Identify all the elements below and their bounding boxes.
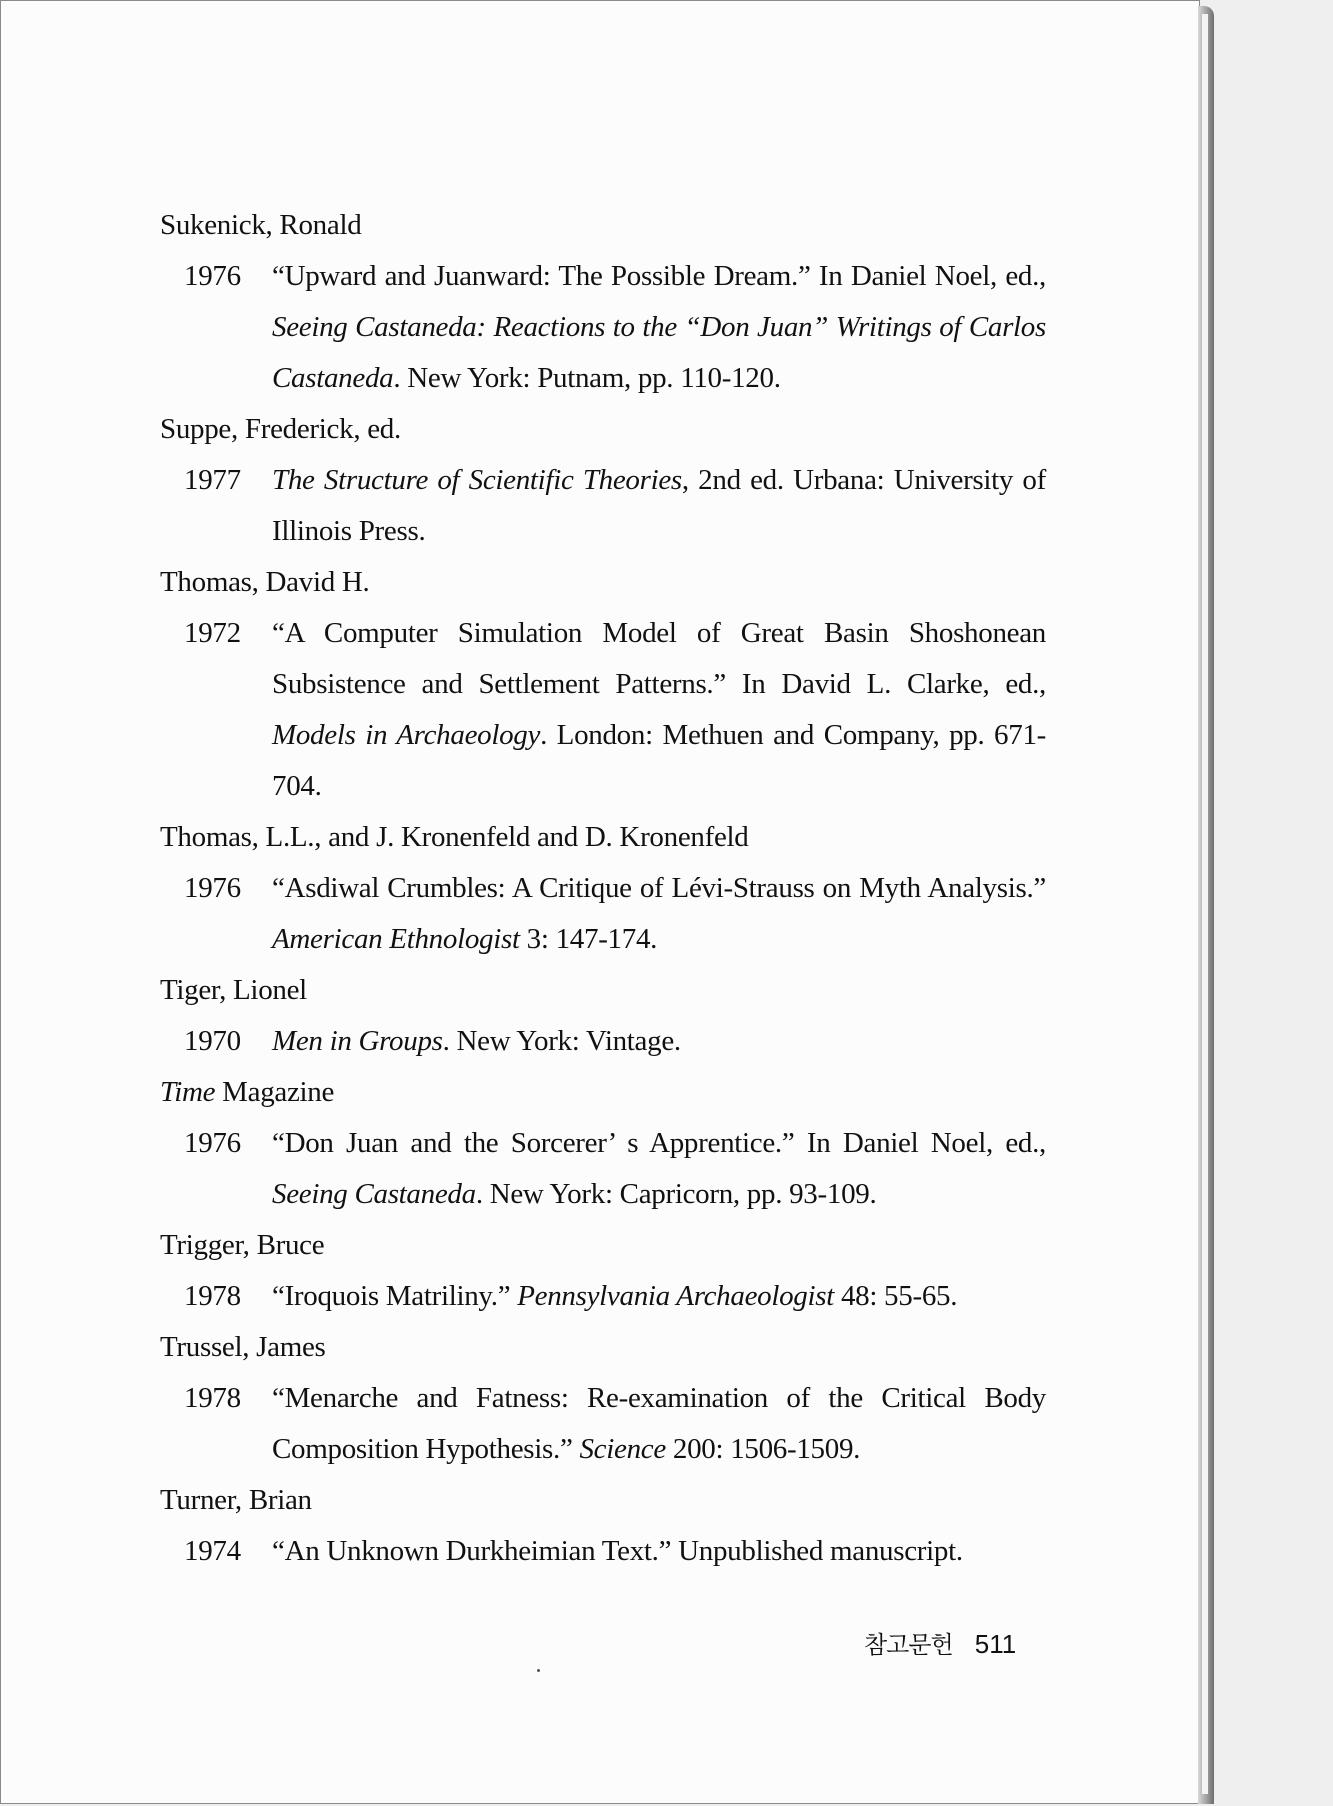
reference-citation: “Don Juan and the Sorcerer’ s Apprentice.” In Daniel Noel, ed., Seeing Castaneda. New York: Capricorn, pp. 93-109. [272, 1127, 1046, 1210]
reference-entry [160, 1220, 1060, 1322]
page-number: 511 [974, 1629, 1017, 1659]
reference-year: 1970 [184, 1025, 241, 1057]
reference-author: Trigger, Bruce [160, 1229, 325, 1261]
reference-entry [160, 404, 1060, 557]
bibliography-list [160, 200, 1060, 1577]
reference-author: Turner, Brian [160, 1484, 312, 1516]
page-edge-inner [1202, 14, 1208, 1794]
reference-author: Time Magazine [160, 1076, 335, 1108]
reference-author: Thomas, L.L., and J. Kronenfeld and D. Kronenfeld [160, 821, 749, 853]
reference-entry [160, 965, 1060, 1067]
reference-entry [160, 557, 1060, 812]
reference-year: 1978 [184, 1280, 241, 1312]
page-footer [864, 1625, 1016, 1660]
reference-author: Tiger, Lionel [160, 974, 307, 1006]
reference-entry [160, 200, 1060, 404]
reference-year: 1976 [184, 260, 241, 292]
reference-citation: “Iroquois Matriliny.” Pennsylvania Archaeologist 48: 55-65. [272, 1280, 958, 1312]
reference-entry [160, 812, 1060, 965]
reference-author: Suppe, Frederick, ed. [160, 413, 401, 445]
reference-year: 1976 [184, 1127, 241, 1159]
reference-entry [160, 1475, 1060, 1577]
reference-author: Trussel, James [160, 1331, 326, 1363]
reference-entry [160, 1067, 1060, 1220]
reference-citation: Men in Groups. New York: Vintage. [272, 1025, 681, 1057]
reference-entry [160, 1322, 1060, 1475]
reference-year: 1976 [184, 872, 241, 904]
reference-year: 1974 [184, 1535, 241, 1567]
reference-year: 1977 [184, 464, 241, 496]
reference-citation: “An Unknown Durkheimian Text.” Unpublished manuscript. [272, 1535, 963, 1567]
reference-citation: “Asdiwal Crumbles: A Critique of Lévi-Strauss on Myth Analysis.” American Ethnologist 3: 147-174. [272, 872, 1046, 955]
reference-author: Thomas, David H. [160, 566, 370, 598]
reference-year: 1972 [184, 617, 241, 649]
section-title: 참고문헌 [864, 1631, 953, 1659]
reference-citation: “A Computer Simulation Model of Great Basin Shoshonean Subsistence and Settlement Patterns.” In David L. Clarke, ed., Models in Archaeology. London: Methuen and Company, pp. 671-704. [272, 617, 1047, 802]
scan-speck [537, 1669, 540, 1672]
reference-author: Sukenick, Ronald [160, 209, 362, 241]
reference-citation: “Upward and Juanward: The Possible Dream.” In Daniel Noel, ed., Seeing Castaneda: Reactions to the “Don Juan” Writings of Carlos Castaneda. New York: Putnam, pp. 110-120. [272, 260, 1046, 394]
reference-citation: “Menarche and Fatness: Re-examination of the Critical Body Composition Hypothesis.” Science 200: 1506-1509. [272, 1382, 1046, 1465]
reference-citation: The Structure of Scientific Theories, 2nd ed. Urbana: University of Illinois Press. [272, 464, 1046, 547]
reference-year: 1978 [184, 1382, 241, 1414]
